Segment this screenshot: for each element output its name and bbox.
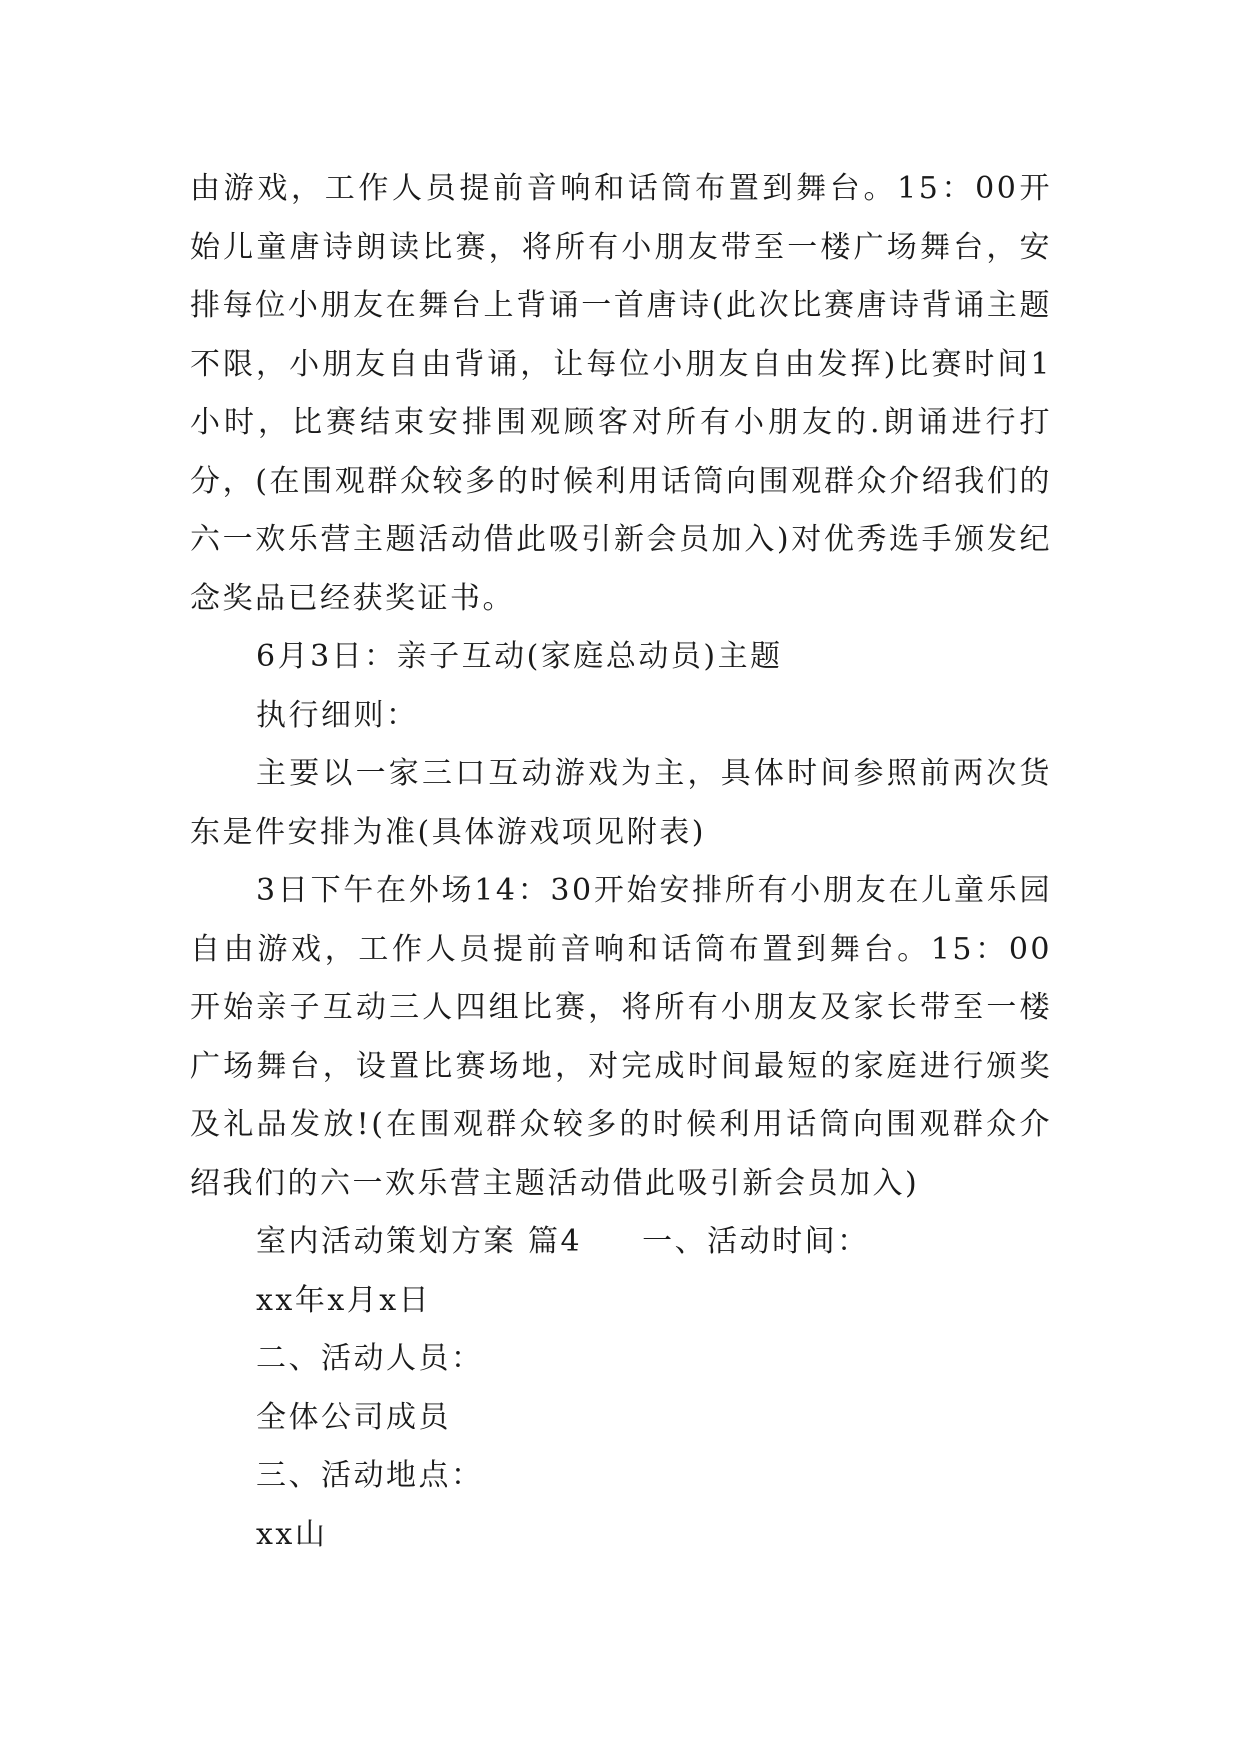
paragraph-june3-heading: 6月3日：亲子互动(家庭总动员)主题 — [256, 639, 783, 674]
section-4-title: 室内活动策划方案 篇4 — [256, 1224, 583, 1259]
paragraph-family-games: 主要以一家三口互动游戏为主，具体时间参照前两次货东是件安排为准(具体游戏项见附表) — [190, 756, 1052, 850]
paragraph-activity-date: xx年x月x日 — [256, 1282, 432, 1318]
paragraph-parent-child-contest: 3日下午在外场14：30开始安排所有小朋友在儿童乐园自由游戏，工作人员提前音响和话筒布置到舞台。15：00开始亲子互动三人四组比赛，将所有小朋友及家长带至一楼广场舞台，设置比赛场地，对完成时间最短的家庭进行颁奖及礼品发放!(在围观群众较多的时候利用话筒向围观群众介绍我们的六一欢乐营主题活动借此吸引新会员加入) — [190, 873, 1052, 1201]
document-body — [190, 160, 1052, 1564]
activity-time-label: 一、活动时间： — [642, 1224, 870, 1259]
paragraph-activity-people: 全体公司成员 — [256, 1399, 451, 1435]
paragraph-section-4-heading — [190, 1213, 1052, 1272]
paragraph-poetry-contest: 由游戏，工作人员提前音响和话筒布置到舞台。15：00开始儿童唐诗朗读比赛，将所有小朋友带至一楼广场舞台，安排每位小朋友在舞台上背诵一首唐诗(此次比赛唐诗背诵主题不限，小朋友自由背诵，让每位小朋友自由发挥)比赛时间1小时，比赛结束安排围观顾客对所有小朋友的.朗诵进行打分，(在围观群众较多的时候利用话筒向围观群众介绍我们的六一欢乐营主题活动借此吸引新会员加入)对优秀选手颁发纪念奖品已经获奖证书。 — [190, 171, 1052, 616]
paragraph-activity-people-label: 二、活动人员： — [256, 1341, 484, 1376]
paragraph-activity-place: xx山 — [256, 1516, 328, 1552]
paragraph-rules-heading: 执行细则： — [256, 697, 419, 733]
paragraph-activity-place-label: 三、活动地点： — [256, 1458, 484, 1493]
